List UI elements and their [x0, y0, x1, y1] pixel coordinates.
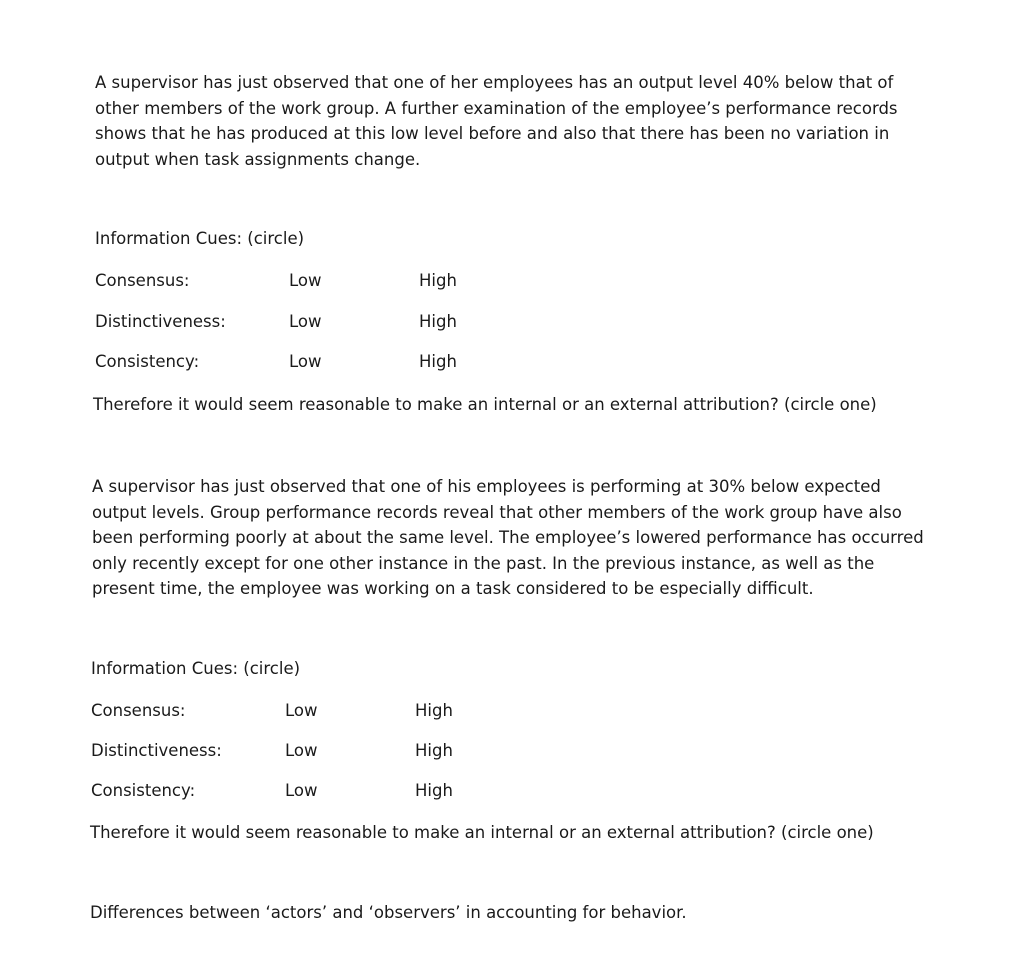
scenario-1-text: A supervisor has just observed that one of her employees has an output level 40% below that of other members of the work group. A further examination of the employee’s performance records shows that he has produced at this low level before and also that there has been no variation in output when task assignments change. — [95, 73, 898, 169]
scenario-2-attribution-question: Therefore it would seem reasonable to make an internal or an external attribution? (circle one) — [90, 823, 874, 842]
scenario-1-cue-consensus — [95, 270, 495, 292]
distinctiveness-low-option[interactable]: Low — [289, 312, 322, 331]
distinctiveness-high-option[interactable]: High — [415, 741, 453, 760]
cue-label: Consensus: — [95, 271, 190, 290]
consistency-low-option[interactable]: Low — [289, 352, 322, 371]
scenario-2-text: A supervisor has just observed that one of his employees is performing at 30% below expected output levels. Group performance records reveal that other members of the work group have also been performing poorly at about the same level. The employee’s lowered performance has occurred only recently except for one other instance in the past. In the previous instance, as well as the present time, the employee was working on a task considered to be especially difficult. — [92, 477, 924, 598]
cue-label: Distinctiveness: — [91, 741, 222, 760]
consensus-low-option[interactable]: Low — [285, 701, 318, 720]
scenario-1-cue-distinctiveness — [95, 311, 495, 333]
scenario-2-cue-consensus — [91, 700, 491, 722]
cue-label: Consistency: — [91, 781, 196, 800]
distinctiveness-high-option[interactable]: High — [419, 312, 457, 331]
scenario-1-cue-consistency — [95, 351, 495, 373]
cue-label: Consistency: — [95, 352, 200, 371]
scenario-1-attribution-question: Therefore it would seem reasonable to make an internal or an external attribution? (circle one) — [93, 395, 877, 414]
actors-observers-heading: Differences between ‘actors’ and ‘observers’ in accounting for behavior. — [90, 903, 687, 922]
scenario-1-cues-heading: Information Cues: (circle) — [95, 229, 305, 248]
consistency-low-option[interactable]: Low — [285, 781, 318, 800]
scenario-2-cue-distinctiveness — [91, 740, 491, 762]
consensus-high-option[interactable]: High — [419, 271, 457, 290]
scenario-2-cues-heading: Information Cues: (circle) — [91, 659, 301, 678]
cue-label: Distinctiveness: — [95, 312, 226, 331]
consistency-high-option[interactable]: High — [415, 781, 453, 800]
consensus-low-option[interactable]: Low — [289, 271, 322, 290]
distinctiveness-low-option[interactable]: Low — [285, 741, 318, 760]
cue-label: Consensus: — [91, 701, 186, 720]
scenario-2-cue-consistency — [91, 780, 491, 802]
consensus-high-option[interactable]: High — [415, 701, 453, 720]
consistency-high-option[interactable]: High — [419, 352, 457, 371]
